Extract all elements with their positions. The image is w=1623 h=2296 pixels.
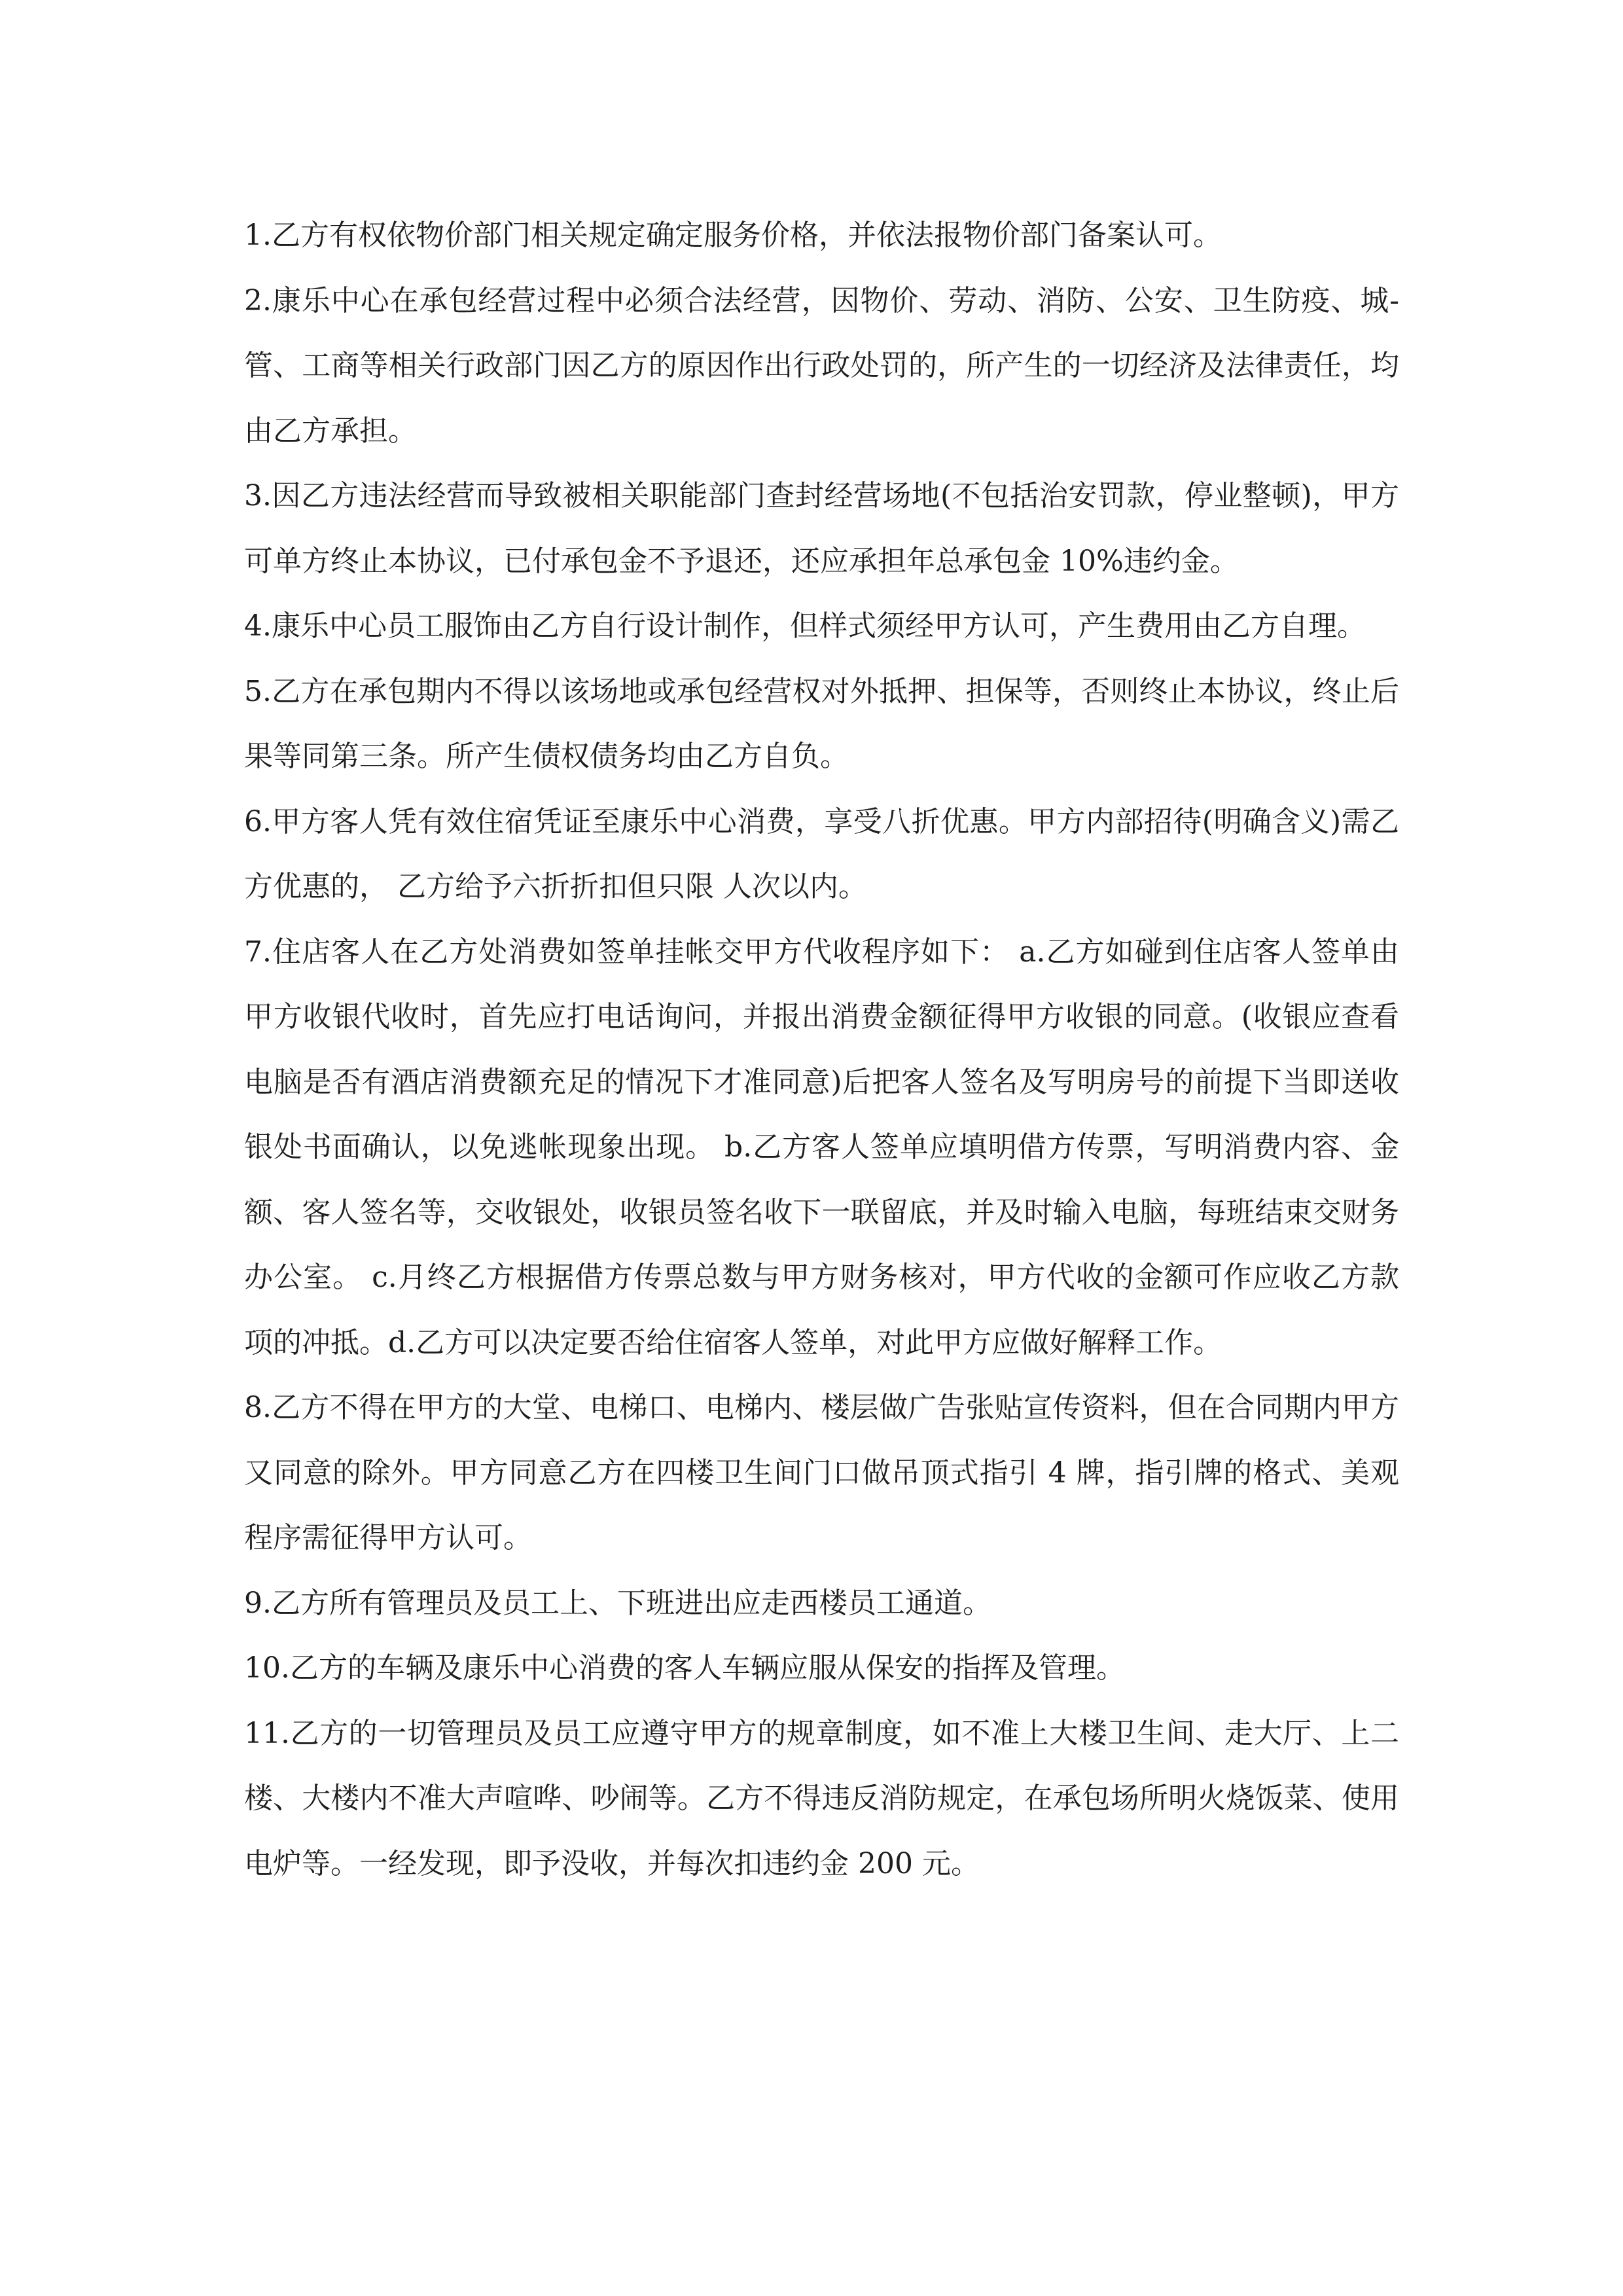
clause-2: 2.康乐中心在承包经营过程中必须合法经营，因物价、劳动、消防、公安、卫生防疫、城-管、工商等相关行政部门因乙方的原因作出行政处罚的，所产生的一切经济及法律责任，均由乙方承担。 bbox=[244, 283, 1399, 448]
clause-3: 3.因乙方违法经营而导致被相关职能部门查封经营场地(不包括治安罚款，停业整顿)，甲方可单方终止本协议，已付承包金不予退还，还应承担年总承包金 10%违约金。 bbox=[244, 479, 1399, 578]
clause-8: 8.乙方不得在甲方的大堂、电梯口、电梯内、楼层做广告张贴宣传资料，但在合同期内甲方又同意的除外。甲方同意乙方在四楼卫生间门口做吊顶式指引 4 牌，指引牌的格式、美观程序需征得甲方认可。 bbox=[244, 1391, 1399, 1554]
document-body bbox=[244, 203, 1399, 1896]
clause-5: 5.乙方在承包期内不得以该场地或承包经营权对外抵押、担保等，否则终止本协议，终止后果等同第三条。所产生债权债务均由乙方自负。 bbox=[244, 674, 1399, 773]
clause-11: 11.乙方的一切管理员及员工应遵守甲方的规章制度，如不准上大楼卫生间、走大厅、上二楼、大楼内不准大声喧哗、吵闹等。乙方不得违反消防规定，在承包场所明火烧饭菜、使用电炉等。一经发现，即予没收，并每次扣违约金 200 元。 bbox=[244, 1716, 1399, 1880]
clause-9: 9.乙方所有管理员及员工上、下班进出应走西楼员工通道。 bbox=[244, 1586, 991, 1620]
clause-6: 6.甲方客人凭有效住宿凭证至康乐中心消费，享受八折优惠。甲方内部招待(明确含义)需乙方优惠的， 乙方给予六折折扣但只限 人次以内。 bbox=[244, 804, 1399, 903]
clause-4: 4.康乐中心员工服饰由乙方自行设计制作，但样式须经甲方认可，产生费用由乙方自理。 bbox=[244, 609, 1366, 643]
clause-7: 7.住店客人在乙方处消费如签单挂帐交甲方代收程序如下： a.乙方如碰到住店客人签单由甲方收银代收时，首先应打电话询问，并报出消费金额征得甲方收银的同意。(收银应查看电脑是否有酒店消费额充足的情况下才准同意)后把客人签名及写明房号的前提下当即送收银处书面确认，以免逃帐现象出现。 b.乙方客人签单应填明借方传票，写明消费内容、金额、客人签名等，交收银处，收银员签名收下一联留底，并及时输入电脑，每班结束交财务办公室。 c.月终乙方根据借方传票总数与甲方财务核对，甲方代收的金额可作应收乙方款项的冲抵。d.乙方可以决定要否给住宿客人签单，对此甲方应做好解释工作。 bbox=[244, 935, 1399, 1359]
clause-10: 10.乙方的车辆及康乐中心消费的客人车辆应服从保安的指挥及管理。 bbox=[244, 1651, 1125, 1685]
clause-1: 1.乙方有权依物价部门相关规定确定服务价格，并依法报物价部门备案认可。 bbox=[244, 219, 1222, 252]
